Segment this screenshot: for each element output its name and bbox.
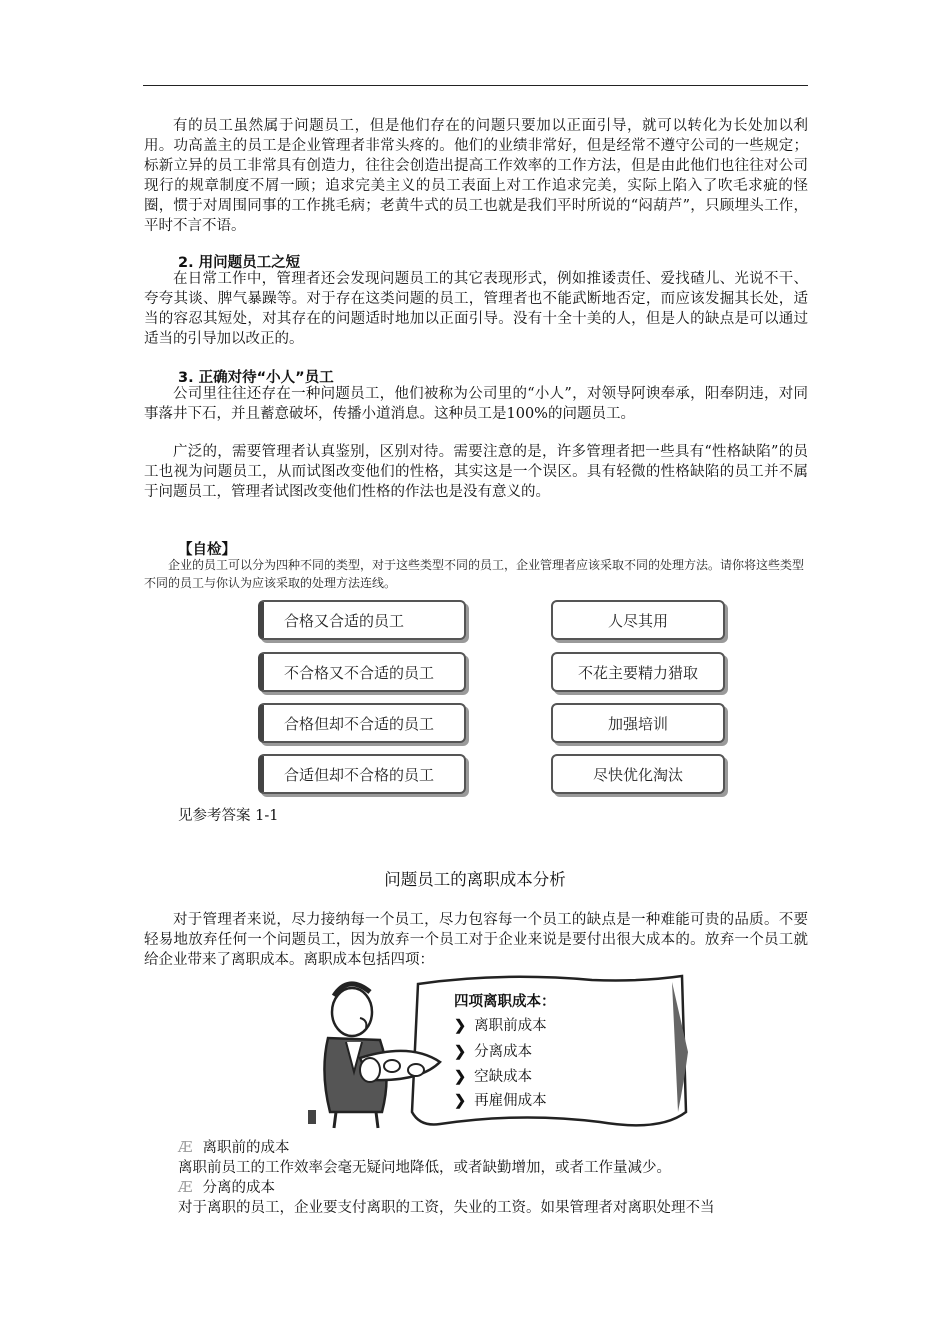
selfcheck-instructions <box>144 556 808 592</box>
paragraph-5 <box>144 910 808 970</box>
arrow-bullet-icon: ❯ <box>454 1092 467 1109</box>
reference-note: 见参考答案 1-1 <box>178 808 279 824</box>
paragraph-4 <box>144 442 808 502</box>
scroll-item-2 <box>454 1040 532 1061</box>
figure-base <box>308 1110 316 1124</box>
scroll-item-4-text: 再雇佣成本 <box>474 1093 547 1109</box>
scroll-item-1 <box>454 1014 547 1035</box>
employee-type-box-1[interactable]: 合格又合适的员工 <box>258 600 466 640</box>
selfcheck-title: 【自检】 <box>178 541 236 558</box>
employee-type-box-4[interactable]: 合适但却不合格的员工 <box>258 754 466 794</box>
scroll-roll-end <box>360 1058 380 1082</box>
cost-item-2-heading <box>178 1176 275 1197</box>
figure-hand-1 <box>384 1060 400 1072</box>
scroll-item-3-text: 空缺成本 <box>474 1069 533 1085</box>
cost-item-2-title: 分离的成本 <box>202 1180 276 1196</box>
handling-method-box-2[interactable]: 不花主要精力猎取 <box>551 652 725 692</box>
paragraph-3 <box>144 384 808 424</box>
paragraph-5-text: 对于管理者来说，尽力接纳每一个员工，尽力包容每一个员工的缺点是一种难能可贵的品质。不要轻易地放弃任何一个问题员工，因为放弃一个员工对于企业来说是要付出很大成本的。放弃一个员工就给企业带来了离职成本。离职成本包括四项： <box>144 912 808 968</box>
cost-item-1-heading <box>178 1136 290 1157</box>
section-title: 问题员工的离职成本分析 <box>384 870 566 889</box>
figure-legs <box>334 1112 378 1128</box>
arrow-bullet-icon: ❯ <box>454 1068 467 1085</box>
handling-method-box-1[interactable]: 人尽其用 <box>551 600 725 640</box>
cost-item-2-text: 对于离职的员工，企业要支付离职的工资，失业的工资。如果管理者对离职处理不当 <box>178 1200 715 1216</box>
heading-3: 3. 正确对待“小人”员工 <box>178 370 334 386</box>
scroll-title: 四项离职成本： <box>454 993 556 1010</box>
handling-method-box-4[interactable]: 尽快优化淘汰 <box>551 754 725 794</box>
arrow-bullet-icon: ❯ <box>454 1043 467 1060</box>
paragraph-1 <box>144 116 808 236</box>
figure-hand-2 <box>408 1064 424 1076</box>
header-rule <box>143 85 808 86</box>
scroll-item-2-text: 分离成本 <box>474 1044 533 1060</box>
paragraph-1-text: 有的员工虽然属于问题员工，但是他们存在的问题只要加以正面引导，就可以转化为长处加以利用。功高盖主的员工是企业管理者非常头疼的。他们的业绩非常好，但是经常不遵守公司的一些规定；标新立异的员工非常具有创造力，往往会创造出提高工作效率的工作方法，但是由此他们也往往对公司现行的规章制度不屑一顾；追求完美主义的员工表面上对工作追求完美，实际上陷入了吹毛求疵的怪圈，惯于对周围同事的工作挑毛病；老黄牛式的员工也就是我们平时所说的“闷葫芦”，只顾埋头工作，平时不言不语。 <box>144 118 808 234</box>
employee-type-box-2[interactable]: 不合格又不合适的员工 <box>258 652 466 692</box>
bullet-icon: Æ <box>178 1180 193 1196</box>
bullet-icon: Æ <box>178 1140 193 1156</box>
handling-method-box-3[interactable]: 加强培训 <box>551 703 725 743</box>
scroll-item-3 <box>454 1065 532 1086</box>
figure-head <box>332 988 372 1036</box>
cost-item-1-title: 离职前的成本 <box>202 1140 290 1156</box>
cost-item-1-text: 离职前员工的工作效率会毫无疑问地降低，或者缺勤增加，或者工作量减少。 <box>178 1160 671 1176</box>
paragraph-4-text: 广泛的，需要管理者认真鉴别，区别对待。需要注意的是，许多管理者把一些具有“性格缺陷”的员工也视为问题员工，从而试图改变他们的性格，其实这是一个误区。具有轻微的性格缺陷的员工并不属于问题员工，管理者试图改变他们性格的作法也是没有意义的。 <box>144 444 808 500</box>
selfcheck-instructions-text: 企业的员工可以分为四种不同的类型，对于这些类型不同的员工，企业管理者应该采取不同的处理方法。请你将这些类型不同的员工与你认为应该采取的处理方法连线。 <box>144 558 805 590</box>
scroll-item-1-text: 离职前成本 <box>474 1018 547 1034</box>
paragraph-3-text: 公司里往往还存在一种问题员工，他们被称为公司里的“小人”，对领导阿谀奉承，阳奉阴违，对同事落井下石，并且蓄意破坏，传播小道消息。这种员工是100%的问题员工。 <box>144 386 808 422</box>
arrow-bullet-icon: ❯ <box>454 1017 467 1034</box>
paragraph-2 <box>144 269 808 349</box>
heading-2: 2. 用问题员工之短 <box>178 255 301 271</box>
employee-type-box-3[interactable]: 合格但却不合适的员工 <box>258 703 466 743</box>
paragraph-2-text: 在日常工作中，管理者还会发现问题员工的其它表现形式，例如推诿责任、爱找碴儿、光说不干、夸夸其谈、脾气暴躁等。对于存在这类问题的员工，管理者也不能武断地否定，而应该发掘其长处，适当的容忍其短处，对其存在的问题适时地加以正面引导。没有十全十美的人，但是人的缺点是可以通过适当的引导加以改正的。 <box>144 271 808 347</box>
scroll-item-4 <box>454 1089 547 1110</box>
